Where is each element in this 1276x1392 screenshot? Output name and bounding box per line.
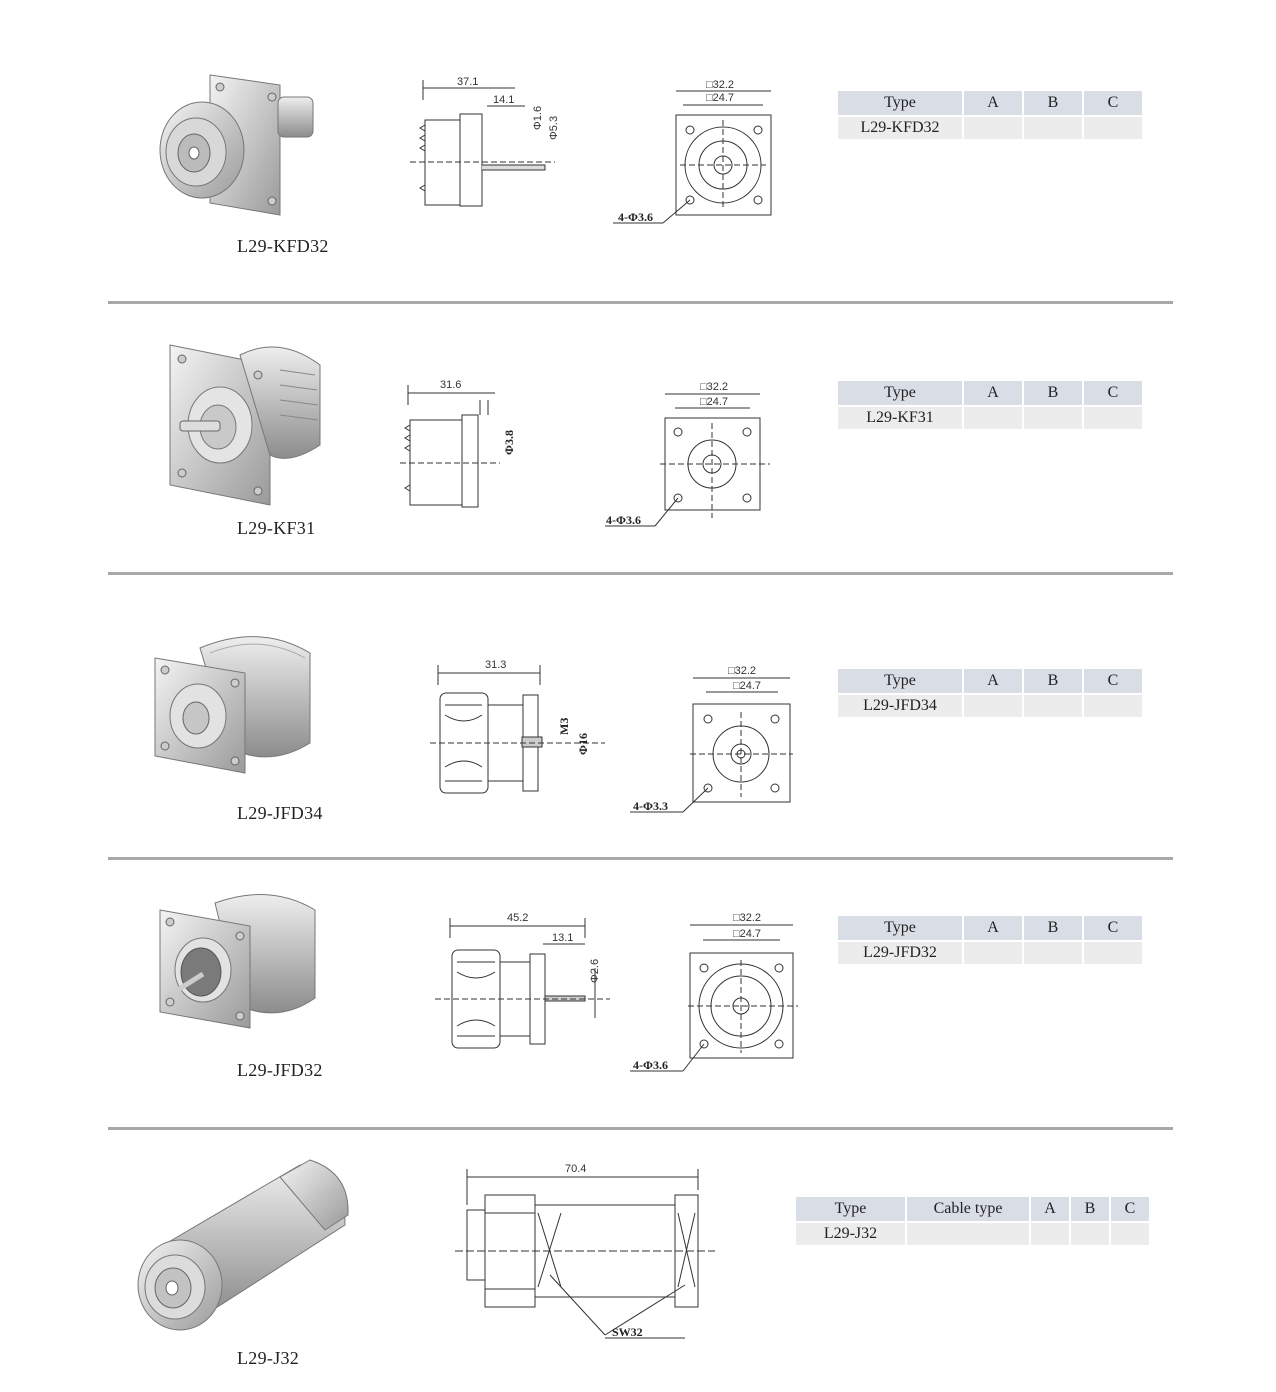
dim-holes: 4-Φ3.3 — [633, 799, 668, 813]
dim-dia: Φ16 — [576, 733, 590, 755]
product-label: L29-KFD32 — [237, 236, 329, 256]
spec-table — [794, 1197, 1151, 1245]
dim-length: 70.4 — [565, 1163, 587, 1175]
dim-pin-dia: Φ2.6 — [589, 958, 601, 983]
col-b: B — [1024, 916, 1082, 942]
side-view-drawing — [455, 1155, 720, 1350]
col-b: B — [1024, 381, 1082, 407]
cell-a — [1031, 1223, 1069, 1245]
col-b: B — [1071, 1197, 1109, 1223]
cell-b — [1071, 1223, 1109, 1245]
dim-flange: □32.2 — [733, 912, 762, 924]
dim-offset: 14.1 — [493, 94, 515, 106]
col-type: Type — [838, 669, 962, 695]
col-a: A — [964, 916, 1022, 942]
connector-image — [130, 1155, 355, 1340]
cell-type: L29-KFD32 — [838, 117, 962, 139]
dim-pin-dia: Φ1.6 — [532, 105, 544, 130]
col-a: A — [1031, 1197, 1069, 1223]
dim-thread: M3 — [557, 717, 571, 735]
dim-holes: 4-Φ3.6 — [633, 1058, 668, 1072]
dim-holes: 4-Φ3.6 — [618, 210, 653, 224]
col-c: C — [1084, 916, 1142, 942]
dim-wrench: SW32 — [612, 1325, 643, 1339]
dim-holes: 4-Φ3.6 — [606, 513, 641, 527]
col-type: Type — [796, 1197, 905, 1223]
product-label: L29-JFD34 — [237, 803, 323, 823]
col-type: Type — [838, 916, 962, 942]
product-label: L29-J32 — [237, 1348, 300, 1368]
col-c: C — [1084, 381, 1142, 407]
col-c: C — [1084, 91, 1142, 117]
dim-hole-spacing: □24.7 — [706, 92, 735, 104]
col-b: B — [1024, 91, 1082, 117]
cell-type: L29-JFD32 — [838, 942, 962, 964]
col-c: C — [1111, 1197, 1149, 1223]
dim-length: 31.6 — [440, 379, 462, 391]
cell-type: L29-J32 — [796, 1223, 905, 1245]
cell-type: L29-KF31 — [838, 407, 962, 429]
cell-type: L29-JFD34 — [838, 695, 962, 717]
dim-length: 37.1 — [457, 76, 479, 88]
col-cable-type: Cable type — [907, 1197, 1029, 1223]
cell-c — [1111, 1223, 1149, 1245]
product-label: L29-JFD32 — [237, 1060, 323, 1080]
dim-flange: □32.2 — [700, 381, 729, 393]
col-a: A — [964, 91, 1022, 117]
dim-flange: □32.2 — [728, 665, 757, 677]
col-type: Type — [838, 381, 962, 407]
col-c: C — [1084, 669, 1142, 695]
dim-flange: □32.2 — [706, 79, 735, 91]
table-row — [796, 1223, 1149, 1245]
dim-hole-spacing: □24.7 — [733, 680, 762, 692]
product-label: L29-KF31 — [237, 518, 316, 538]
dim-length: 45.2 — [507, 912, 529, 924]
dim-outer-dia: Φ5.3 — [548, 115, 560, 140]
dim-dia: Φ3.8 — [502, 430, 516, 455]
col-b: B — [1024, 669, 1082, 695]
col-a: A — [964, 669, 1022, 695]
dim-length: 31.3 — [485, 659, 507, 671]
dim-offset: 13.1 — [552, 932, 574, 944]
col-type: Type — [838, 91, 962, 117]
dim-hole-spacing: □24.7 — [700, 396, 729, 408]
col-a: A — [964, 381, 1022, 407]
dim-hole-spacing: □24.7 — [733, 928, 762, 940]
cell-cable-type — [907, 1223, 1029, 1245]
